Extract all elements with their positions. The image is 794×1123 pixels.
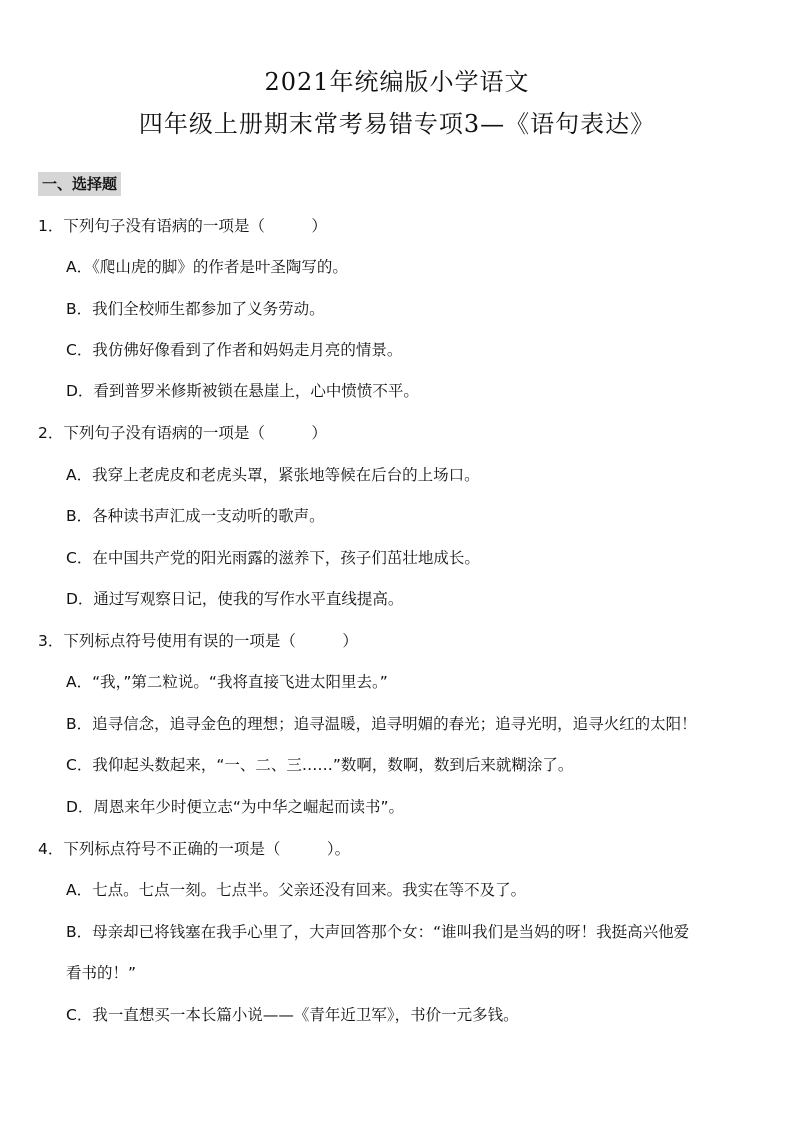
question-1-stem: 1．下列句子没有语病的一项是（ ） [38, 217, 327, 235]
question-1-option-d: D．看到普罗米修斯被锁在悬崖上，心中愤愤不平。 [66, 382, 419, 400]
question-4-stem: 4．下列标点符号不正确的一项是（ ）。 [38, 840, 351, 858]
question-4-option-c: C．我一直想买一本长篇小说——《青年近卫军》，书价一元多钱。 [66, 1006, 519, 1024]
question-2-option-c: C．在中国共产党的阳光雨露的滋养下，孩子们茁壮地成长。 [66, 549, 480, 567]
question-2-option-b: B．各种读书声汇成一支动听的歌声。 [66, 507, 325, 525]
question-1-option-a: A．《爬山虎的脚》的作者是叶圣陶写的。 [66, 258, 348, 276]
question-2-option-a: A．我穿上老虎皮和老虎头罩，紧张地等候在后台的上场口。 [66, 466, 480, 484]
question-1-option-b: B．我们全校师生都参加了义务劳动。 [66, 300, 325, 318]
question-3-option-c: C．我仰起头数起来，“一、二、三……”数啊，数啊，数到后来就糊涂了。 [66, 756, 574, 774]
document-title-line1: 2021年统编版小学语文 [264, 68, 530, 96]
question-1-option-c: C．我仿佛好像看到了作者和妈妈走月亮的情景。 [66, 341, 403, 359]
question-4-option-a: A．七点。七点一刻。七点半。父亲还没有回来。我实在等不及了。 [66, 881, 527, 899]
question-3-option-b: B．追寻信念，追寻金色的理想；追寻温暖，追寻明媚的春光；追寻光明，追寻火红的太阳！ [66, 715, 697, 733]
question-3-option-d: D．周恩来年少时便立志“为中华之崛起而读书”。 [66, 798, 404, 816]
document-title-line2: 四年级上册期末常考易错专项3—《语句表达》 [138, 110, 656, 138]
question-4-option-b-continued: 看书的！” [66, 964, 137, 982]
question-3-stem: 3．下列标点符号使用有误的一项是（ ） [38, 632, 358, 650]
question-3-option-a: A．“我，”第二粒说。“我将直接飞进太阳里去。” [66, 673, 388, 691]
question-4-option-b: B．母亲却已将钱塞在我手心里了，大声回答那个女：“谁叫我们是当妈的呀！我挺高兴他爱 [66, 923, 690, 941]
question-2-option-d: D．通过写观察日记，使我的写作水平直线提高。 [66, 590, 404, 608]
question-2-stem: 2．下列句子没有语病的一项是（ ） [38, 424, 327, 442]
section-heading: 一、选择题 [38, 172, 121, 196]
